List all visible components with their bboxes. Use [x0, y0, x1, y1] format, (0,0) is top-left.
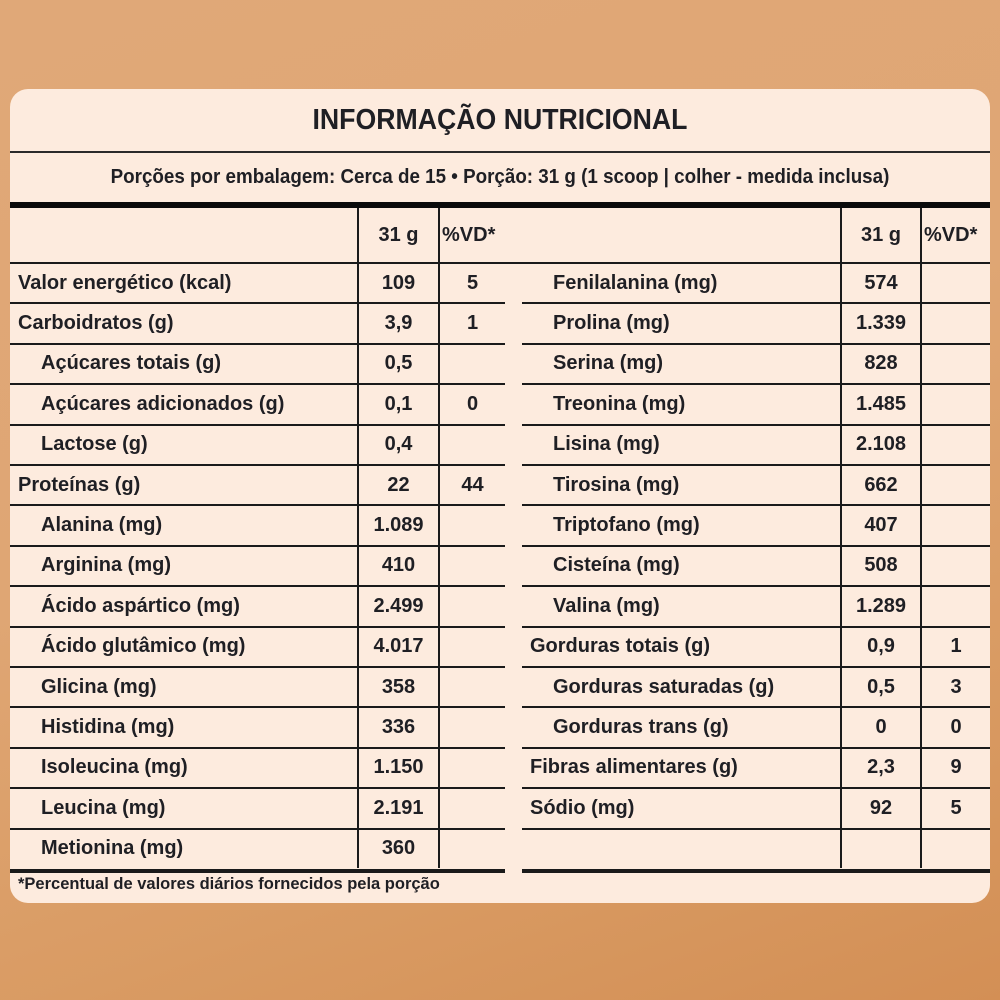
nutrient-label: Prolina (mg)	[553, 312, 670, 335]
table-row	[522, 466, 990, 504]
nutrient-vd	[920, 547, 990, 585]
table-row	[522, 628, 990, 666]
nutrient-label: Fibras alimentares (g)	[530, 756, 738, 779]
table-row	[522, 385, 990, 423]
table-row	[10, 304, 505, 342]
nutrient-label	[522, 830, 840, 868]
nutrient-label: Fenilalanina (mg)	[553, 271, 718, 294]
nutrient-vd: 44	[438, 466, 505, 504]
nutrient-vd	[438, 506, 505, 544]
table-row	[10, 587, 505, 625]
nutrient-label: Carboidratos (g)	[18, 312, 174, 335]
nutrient-value: 508	[840, 547, 920, 585]
nutrient-label: Serina (mg)	[553, 352, 664, 375]
table-row	[10, 466, 505, 504]
table-row	[10, 264, 505, 302]
nutrient-vd	[438, 345, 505, 383]
nutrient-vd: 0	[438, 385, 505, 423]
nutrient-label: Proteínas (g)	[18, 473, 141, 496]
nutrient-value: 1.485	[840, 385, 920, 423]
nutrient-label: Leucina (mg)	[41, 796, 166, 819]
nutrient-vd: 1	[438, 304, 505, 342]
nutrient-label: Metionina (mg)	[41, 837, 184, 860]
table-row	[10, 426, 505, 464]
nutrition-facts-card	[10, 89, 990, 903]
nutrient-vd	[438, 789, 505, 827]
table-row	[522, 264, 990, 302]
nutrient-value: 2,3	[840, 749, 920, 787]
nutrient-label: Lactose (g)	[41, 433, 148, 456]
table-row	[522, 749, 990, 787]
nutrient-value: 0	[840, 708, 920, 746]
nutrient-label: Gorduras trans (g)	[553, 716, 729, 739]
nutrient-value: 22	[357, 466, 438, 504]
nutrient-vd: 5	[920, 789, 990, 827]
nutrient-vd	[438, 628, 505, 666]
table-row	[10, 830, 505, 868]
nutrient-value: 828	[840, 345, 920, 383]
header-vd-left: %VD*	[438, 208, 523, 262]
nutrient-value: 1.289	[840, 587, 920, 625]
nutrient-vd: 0	[920, 708, 990, 746]
nutrient-value: 3,9	[357, 304, 438, 342]
nutrient-label: Valor energético (kcal)	[18, 271, 232, 294]
nutrient-label: Ácido glutâmico (mg)	[41, 635, 246, 658]
nutrient-label: Ácido aspártico (mg)	[41, 594, 240, 617]
nutrient-vd	[920, 426, 990, 464]
table-row	[10, 789, 505, 827]
table-row	[522, 547, 990, 585]
nutrient-value: 1.089	[357, 506, 438, 544]
nutrient-label: Sódio (mg)	[530, 796, 635, 819]
nutrient-vd	[438, 749, 505, 787]
table-row	[10, 628, 505, 666]
nutrient-vd	[920, 385, 990, 423]
nutrient-value: 407	[840, 506, 920, 544]
table-row	[10, 385, 505, 423]
nutrient-label: Alanina (mg)	[41, 514, 163, 537]
nutrient-vd	[920, 466, 990, 504]
table-row	[10, 345, 505, 383]
nutrient-value: 574	[840, 264, 920, 302]
nutrient-vd	[438, 547, 505, 585]
nutrient-value: 2.499	[357, 587, 438, 625]
table-row	[10, 708, 505, 746]
nutrient-label: Isoleucina (mg)	[41, 756, 188, 779]
nutrient-value: 0,9	[840, 628, 920, 666]
nutrient-vd: 9	[920, 749, 990, 787]
nutrient-vd	[920, 506, 990, 544]
nutrient-vd	[438, 830, 505, 868]
nutrient-vd	[438, 587, 505, 625]
nutrient-value: 4.017	[357, 628, 438, 666]
nutrient-vd	[920, 264, 990, 302]
nutrient-value: 360	[357, 830, 438, 868]
nutrient-vd	[920, 345, 990, 383]
header-label-left	[10, 208, 357, 262]
nutrient-label: Lisina (mg)	[553, 433, 660, 456]
nutrient-value: 2.108	[840, 426, 920, 464]
table-row	[522, 426, 990, 464]
nutrient-value: 1.150	[357, 749, 438, 787]
table-row	[522, 789, 990, 827]
nutrient-vd: 3	[920, 668, 990, 706]
table-row	[522, 304, 990, 342]
nutrient-value	[840, 830, 920, 868]
footnote: *Percentual de valores diários fornecidos pela porção	[18, 875, 440, 893]
table-row	[10, 506, 505, 544]
nutrient-vd: 5	[438, 264, 505, 302]
table-row	[522, 587, 990, 625]
right-table-bottom-rule	[522, 869, 990, 873]
nutrient-value: 0,5	[357, 345, 438, 383]
header-portion-right: 31 g	[840, 208, 920, 262]
nutrient-label: Arginina (mg)	[41, 554, 171, 577]
nutrient-value: 0,1	[357, 385, 438, 423]
table-row	[522, 830, 990, 868]
nutrient-value: 336	[357, 708, 438, 746]
table-row	[10, 547, 505, 585]
nutrient-label: Treonina (mg)	[553, 392, 686, 415]
header-label-right	[523, 208, 840, 262]
nutrient-label: Cisteína (mg)	[553, 554, 680, 577]
nutrient-label: Valina (mg)	[553, 594, 660, 617]
nutrient-value: 358	[357, 668, 438, 706]
serving-info: Porções por embalagem: Cerca de 15 • Porção: 31 g (1 scoop | colher - medida inclusa)	[110, 165, 890, 188]
nutrient-value: 92	[840, 789, 920, 827]
nutrient-vd	[920, 587, 990, 625]
nutrient-value: 0,4	[357, 426, 438, 464]
header-vd-right: %VD*	[920, 208, 990, 262]
nutrient-label: Histidina (mg)	[41, 716, 175, 739]
nutrient-vd	[438, 668, 505, 706]
nutrient-label: Açúcares adicionados (g)	[41, 392, 285, 415]
table-row	[522, 708, 990, 746]
nutrient-label: Gorduras saturadas (g)	[553, 675, 775, 698]
table-header-row	[10, 208, 990, 262]
nutrient-vd: 1	[920, 628, 990, 666]
table-row	[522, 668, 990, 706]
nutrient-label: Glicina (mg)	[41, 675, 157, 698]
nutrition-title: INFORMAÇÃO NUTRICIONAL	[312, 103, 688, 136]
header-portion-left: 31 g	[357, 208, 438, 262]
nutrient-vd	[438, 426, 505, 464]
table-row	[522, 506, 990, 544]
nutrient-label: Açúcares totais (g)	[41, 352, 222, 375]
left-table-bottom-rule	[10, 869, 505, 873]
nutrient-value: 662	[840, 466, 920, 504]
nutrient-label: Triptofano (mg)	[553, 514, 700, 537]
nutrient-vd	[438, 708, 505, 746]
table-row	[522, 345, 990, 383]
nutrient-label: Tirosina (mg)	[553, 473, 680, 496]
table-row	[10, 668, 505, 706]
nutrient-value: 109	[357, 264, 438, 302]
nutrient-value: 2.191	[357, 789, 438, 827]
nutrient-label: Gorduras totais (g)	[530, 635, 711, 658]
nutrient-value: 0,5	[840, 668, 920, 706]
nutrient-value: 410	[357, 547, 438, 585]
nutrient-vd	[920, 304, 990, 342]
nutrient-vd	[920, 830, 990, 868]
nutrient-value: 1.339	[840, 304, 920, 342]
table-row	[10, 749, 505, 787]
